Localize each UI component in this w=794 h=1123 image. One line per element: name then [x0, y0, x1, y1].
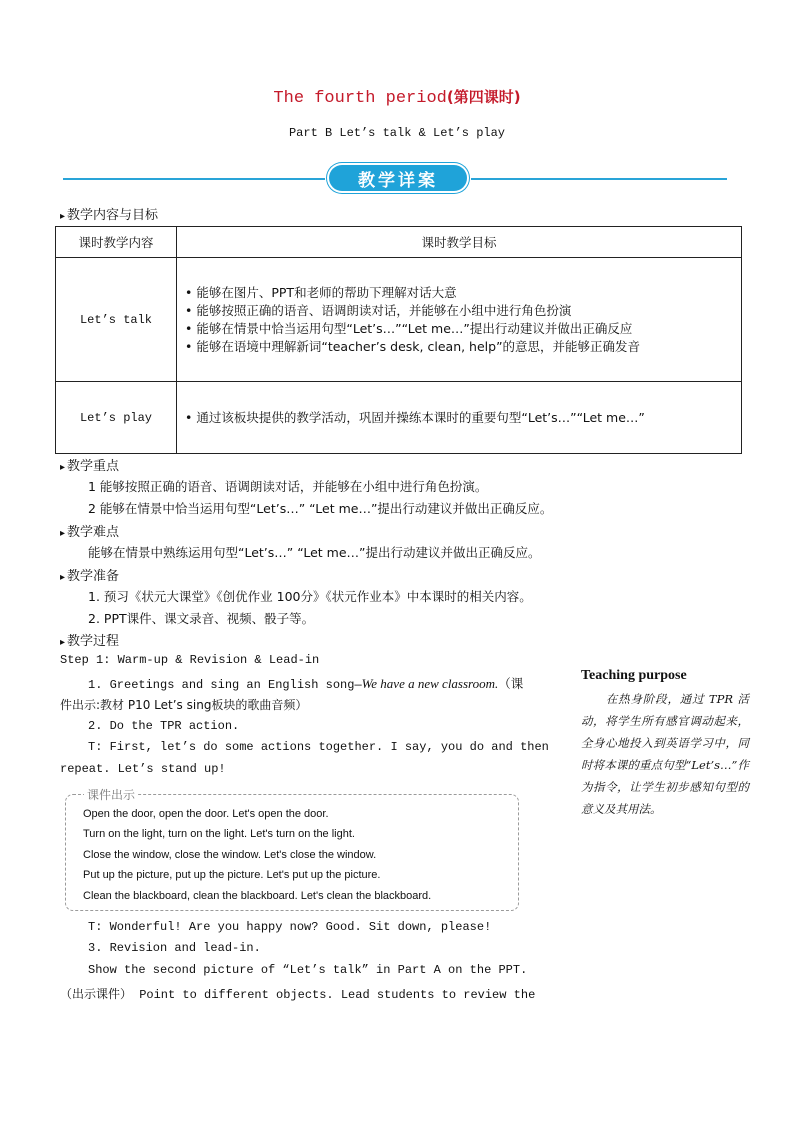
item-3-text: 3. Revision and lead-in.	[88, 941, 261, 955]
goal-item: • 能够按照正确的语音、语调朗读对话，并能够在小组中进行角色扮演	[185, 302, 733, 320]
preparation-1: 1. 预习《状元大课堂》《创优作业 100分》《状元作业本》中本课时的相关内容。	[88, 589, 532, 604]
item-1-text: 1. Greetings and sing an English song—	[88, 678, 362, 692]
table-row	[56, 258, 742, 382]
goal-item: • 通过该板块提供的教学活动，巩固并操练本课时的重要句型“Let’s…”“Let me…”	[185, 409, 733, 427]
section-heading-preparation: ▸ 教学准备	[60, 565, 119, 584]
teacher-line-1: T: First, let’s do some actions together. I say, you do and then	[88, 740, 549, 754]
teacher-wonderful-line: T: Wonderful! Are you happy now? Good. Sit down, please!	[88, 920, 492, 934]
item-1-line	[88, 674, 523, 692]
banner-rule-right	[471, 178, 727, 180]
courseware-box-label: 课件出示	[84, 786, 138, 803]
item-2-text: 2. Do the TPR action.	[88, 719, 240, 733]
section-heading-difficulties: ▸ 教学难点	[60, 521, 119, 540]
preparation-2: 2. PPT课件、课文录音、视频、骰子等。	[88, 611, 315, 626]
page-title	[0, 86, 794, 108]
song-title: We have a new classroom.	[361, 676, 499, 691]
table-row	[56, 382, 742, 454]
title-cn: (第四课时)	[446, 88, 521, 106]
teaching-purpose-title: Teaching purpose	[581, 668, 687, 683]
item-1-courseware-note: 件出示:教材 P10 Let’s sing板块的歌曲音频）	[60, 698, 308, 712]
box-line: Turn on the light, turn on the light. Let's turn on the light.	[83, 828, 355, 840]
row-goals-lets-talk	[177, 258, 742, 382]
table-header-row	[56, 227, 742, 258]
teaching-purpose-text: 在热身阶段，通过 TPR 活动，将学生所有感官调动起来，全身心地投入到英语学习中，同时将本课的重点句型“Let’s…”作为指令，让学生初步感知句型的意义及其用法。	[581, 692, 749, 816]
page-subtitle: Part B Let’s talk & Let’s play	[288, 126, 506, 140]
key-point-2: 2 能够在情景中恰当运用句型“Let’s…” “Let me…”提出行动建议并做出正确反应。	[88, 501, 553, 516]
section-heading-content-goals: ▸ 教学内容与目标	[60, 204, 158, 223]
goal-item: • 能够在情景中恰当运用句型“Let’s…”“Let me…”提出行动建议并做出正确反应	[185, 320, 733, 338]
item-1-paren: （课	[498, 676, 524, 691]
row-name-lets-play: Let’s play	[56, 382, 177, 454]
goal-item: • 能够在图片、PPT和老师的帮助下理解对话大意	[185, 284, 733, 302]
table-header-content: 课时教学内容	[56, 227, 177, 258]
difficulty-text: 能够在情景中熟练运用句型“Let’s…” “Let me…”提出行动建议并做出正确反应。	[88, 545, 541, 560]
box-line: Put up the picture, put up the picture. Let's put up the picture.	[83, 869, 381, 881]
goal-item: • 能够在语境中理解新词“teacher’s desk, clean, help”的意思，并能够正确发音	[185, 338, 733, 356]
box-line: Clean the blackboard, clean the blackboard. Let's clean the blackboard.	[83, 890, 432, 902]
banner-text: 教学详案	[358, 170, 438, 191]
teacher-line-2: repeat. Let’s stand up!	[60, 762, 226, 776]
section-banner	[329, 165, 467, 191]
box-line: Open the door, open the door. Let's open the door.	[83, 808, 329, 820]
step-1-heading: Step 1: Warm-up & Revision & Lead-in	[60, 653, 320, 667]
show-line-1: Show the second picture of “Let’s talk” in Part A on the PPT.	[88, 963, 528, 977]
title-en: The fourth period	[273, 89, 447, 108]
box-line: Close the window, close the window. Let's close the window.	[83, 849, 377, 861]
key-point-1: 1 能够按照正确的语音、语调朗读对话，并能够在小组中进行角色扮演。	[88, 479, 488, 494]
section-heading-key-points: ▸ 教学重点	[60, 455, 119, 474]
section-heading-process: ▸ 教学过程	[60, 630, 119, 649]
row-goals-lets-play	[177, 382, 742, 454]
row-name-lets-talk: Let’s talk	[56, 258, 177, 382]
goals-table	[55, 226, 742, 454]
banner-rule-left	[63, 178, 325, 180]
table-header-goals: 课时教学目标	[177, 227, 742, 258]
show-line-2: （出示课件） Point to different objects. Lead students to review the	[60, 988, 536, 1002]
teaching-purpose-body	[581, 688, 749, 820]
